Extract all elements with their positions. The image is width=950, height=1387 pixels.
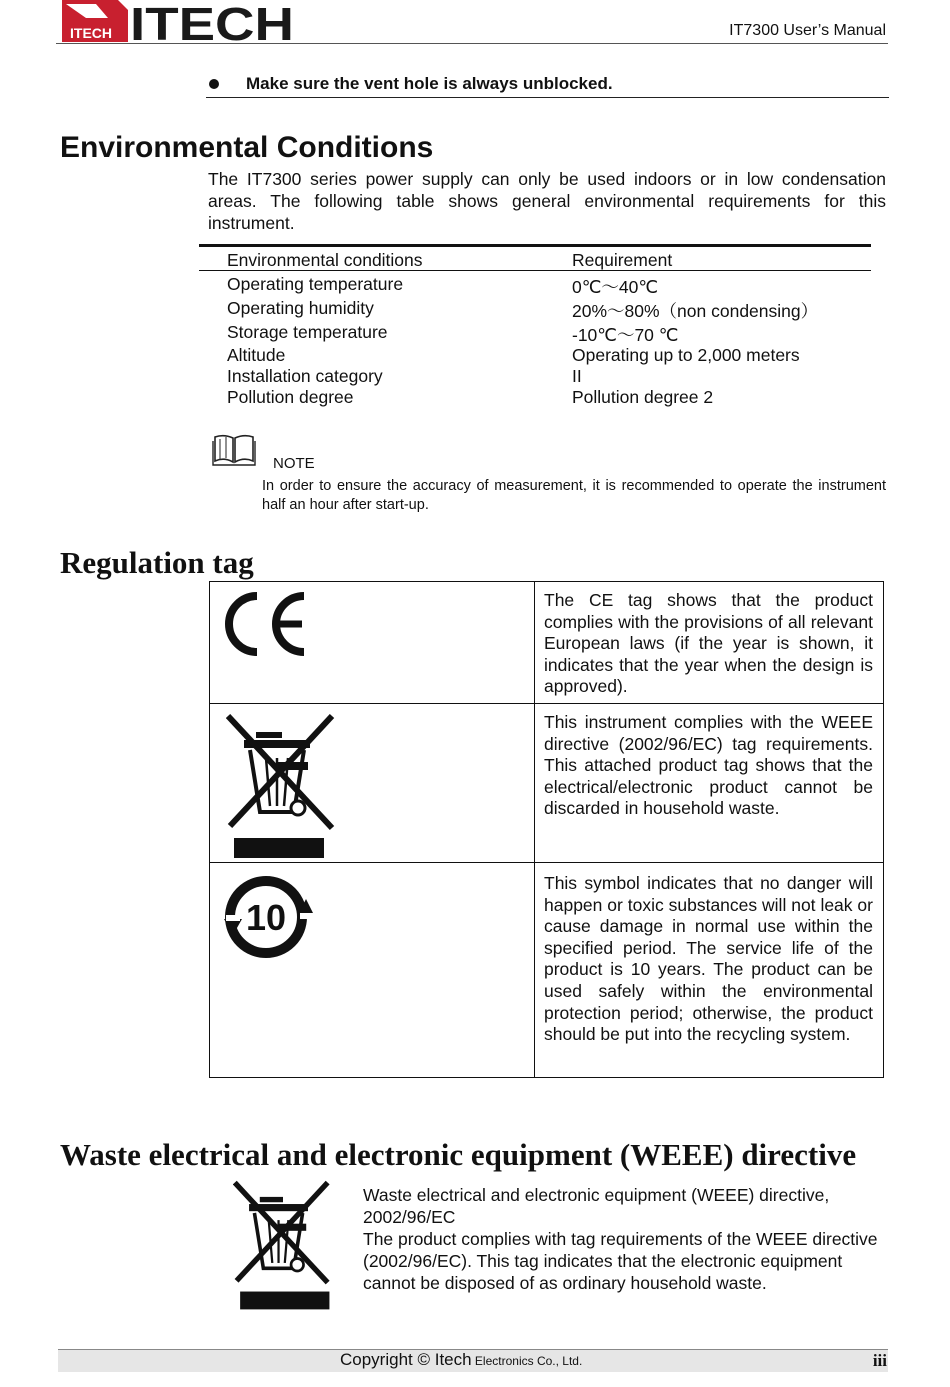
regulation-text-cell (535, 582, 884, 704)
table-cell-condition: Operating temperature (227, 274, 404, 294)
table-header-requirement: Requirement (572, 250, 673, 270)
header-divider (56, 43, 888, 44)
table-row (210, 704, 884, 863)
note-label: NOTE (273, 455, 315, 472)
regulation-text-cell (535, 863, 884, 1078)
environment-intro: The IT7300 series power supply can only be used indoors or in low condensation areas. The following table shows general environmental requirements for this instrument. (208, 169, 886, 233)
table-cell-requirement: 0℃～40℃ (572, 277, 659, 297)
table-cell-requirement: 20%～80%（non condensing） (572, 301, 819, 321)
logo-wordmark: ITECH (130, 0, 294, 42)
table-cell-requirement: Operating up to 2,000 meters (572, 345, 800, 365)
table-cell-requirement: Pollution degree 2 (572, 387, 714, 407)
ce-description: The CE tag shows that the product complies with the provisions of all relevant European laws (if the year is shown, it indicates that the year when the design is approved). (544, 590, 873, 697)
book-icon (212, 433, 256, 467)
regulation-table (209, 581, 884, 1078)
table-header-condition: Environmental conditions (227, 250, 423, 270)
weee-description: This instrument complies with the WEEE directive (2002/96/EC) tag requirements. This attached product tag shows that the electrical/electronic product cannot be discarded in household waste. (544, 712, 873, 819)
copyright-main: Copyright © Itech (340, 1350, 472, 1369)
bullet-divider (206, 97, 889, 98)
epup-10-year-icon (220, 875, 320, 965)
weee-directive-title: Waste electrical and electronic equipment (WEEE) directive, 2002/96/EC (363, 1185, 830, 1227)
weee-directive-body: The product complies with tag requirements of the WEEE directive (2002/96/EC). This tag indicates that the electronic equipment cannot be disposed of as ordinary household waste. (363, 1229, 878, 1293)
table-cell-requirement: II (572, 366, 582, 386)
table-cell-condition: Storage temperature (227, 322, 388, 342)
regulation-heading: Regulation tag (60, 545, 254, 580)
bullet-icon (209, 79, 219, 89)
itech-logo (62, 0, 294, 42)
table-row (210, 863, 884, 1078)
table-cell-requirement: -10℃～70 ℃ (572, 325, 679, 345)
svg-text:10: 10 (245, 897, 287, 938)
ce-mark-icon (220, 588, 310, 658)
regulation-icon-cell (210, 863, 535, 1078)
table-row (210, 582, 884, 704)
vent-warning-text: Make sure the vent hole is always unblocked. (246, 74, 613, 93)
environment-heading: Environmental Conditions (60, 131, 434, 164)
manual-title: IT7300 User’s Manual (729, 22, 886, 39)
svg-text:ITECH: ITECH (70, 25, 112, 41)
weee-text (363, 1184, 883, 1294)
footer-copyright (340, 1350, 582, 1370)
regulation-text-cell (535, 704, 884, 863)
page-number: iii (872, 1351, 887, 1370)
table-cell-condition: Installation category (227, 366, 383, 386)
table-cell-condition: Pollution degree (227, 387, 354, 407)
epup-description: This symbol indicates that no danger will happen or toxic substances will not leak or cause damage in normal use within the specified period. The service life of the product is 10 years. The product can be used safely within the environmental protection period; otherwise, the product should be put into the recycling system. (544, 873, 873, 1045)
table-cell-condition: Operating humidity (227, 298, 374, 318)
note-text: In order to ensure the accuracy of measurement, it is recommended to operate the instrument half an hour after start-up. (262, 478, 886, 513)
regulation-icon-cell (210, 582, 535, 704)
table-top-rule (199, 244, 871, 247)
weee-heading: Waste electrical and electronic equipment (WEEE) directive (60, 1137, 857, 1172)
regulation-icon-cell (210, 704, 535, 863)
weee-crossed-bin-icon (226, 714, 338, 860)
weee-crossed-bin-icon (233, 1178, 333, 1314)
table-cell-condition: Altitude (227, 345, 286, 365)
copyright-company: Electronics Co., Ltd. (471, 1354, 583, 1368)
